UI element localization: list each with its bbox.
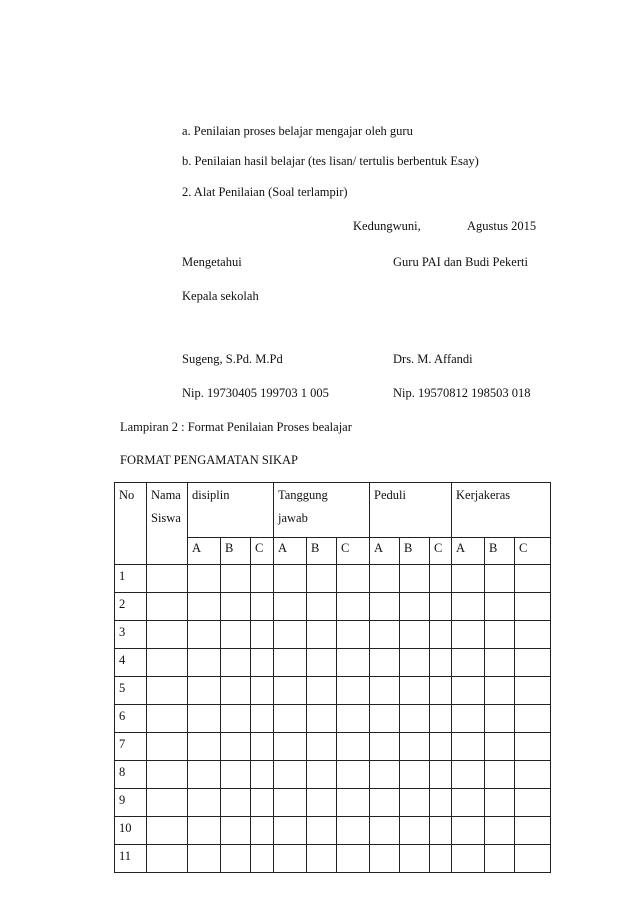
empty-cell xyxy=(452,621,485,649)
empty-cell xyxy=(221,845,251,873)
empty-cell xyxy=(515,705,551,733)
empty-cell xyxy=(370,593,400,621)
empty-cell xyxy=(515,789,551,817)
empty-cell xyxy=(452,789,485,817)
empty-cell xyxy=(307,789,337,817)
empty-cell xyxy=(337,565,370,593)
empty-cell xyxy=(188,565,221,593)
empty-cell xyxy=(370,677,400,705)
empty-cell xyxy=(430,789,452,817)
empty-cell xyxy=(430,593,452,621)
empty-cell xyxy=(370,761,400,789)
empty-cell xyxy=(337,761,370,789)
empty-cell xyxy=(452,649,485,677)
empty-cell xyxy=(188,817,221,845)
empty-cell xyxy=(430,817,452,845)
empty-cell xyxy=(221,621,251,649)
empty-cell xyxy=(485,565,515,593)
empty-cell xyxy=(400,565,430,593)
empty-cell xyxy=(485,817,515,845)
empty-cell xyxy=(337,649,370,677)
table-row xyxy=(115,593,551,621)
empty-cell xyxy=(188,733,221,761)
empty-cell xyxy=(400,593,430,621)
empty-cell xyxy=(515,845,551,873)
empty-cell xyxy=(400,621,430,649)
empty-cell xyxy=(251,649,274,677)
empty-cell xyxy=(188,705,221,733)
empty-cell xyxy=(147,705,188,733)
empty-cell xyxy=(430,761,452,789)
empty-cell xyxy=(188,621,221,649)
empty-cell xyxy=(515,649,551,677)
grade-header: B xyxy=(221,538,251,565)
empty-cell xyxy=(147,593,188,621)
empty-cell xyxy=(251,733,274,761)
empty-cell xyxy=(307,677,337,705)
empty-cell xyxy=(147,733,188,761)
empty-cell xyxy=(274,789,307,817)
empty-cell xyxy=(400,845,430,873)
empty-cell xyxy=(485,593,515,621)
empty-cell xyxy=(400,677,430,705)
name-guru: Drs. M. Affandi xyxy=(393,352,473,366)
grade-header: C xyxy=(251,538,274,565)
grade-header: A xyxy=(370,538,400,565)
empty-cell xyxy=(307,593,337,621)
empty-cell xyxy=(515,677,551,705)
empty-cell xyxy=(147,817,188,845)
empty-cell xyxy=(485,845,515,873)
line-b: b. Penilaian hasil belajar (tes lisan/ tertulis berbentuk Esay) xyxy=(182,154,479,168)
empty-cell xyxy=(370,789,400,817)
header-group-disiplin: disiplin xyxy=(188,483,274,538)
empty-cell xyxy=(307,705,337,733)
header-group-tanggung-jawab: Tanggung jawab xyxy=(274,483,370,538)
empty-cell xyxy=(188,593,221,621)
empty-cell xyxy=(370,649,400,677)
row-number: 11 xyxy=(115,845,147,873)
empty-cell xyxy=(274,621,307,649)
empty-cell xyxy=(430,649,452,677)
table-row xyxy=(115,733,551,761)
header-group-peduli: Peduli xyxy=(370,483,452,538)
grade-header: C xyxy=(337,538,370,565)
empty-cell xyxy=(147,845,188,873)
empty-cell xyxy=(452,677,485,705)
empty-cell xyxy=(307,733,337,761)
empty-cell xyxy=(430,565,452,593)
empty-cell xyxy=(221,733,251,761)
table-row xyxy=(115,677,551,705)
row-number: 6 xyxy=(115,705,147,733)
empty-cell xyxy=(400,761,430,789)
empty-cell xyxy=(147,789,188,817)
empty-cell xyxy=(274,677,307,705)
empty-cell xyxy=(430,621,452,649)
empty-cell xyxy=(485,621,515,649)
empty-cell xyxy=(274,593,307,621)
empty-cell xyxy=(251,789,274,817)
empty-cell xyxy=(147,761,188,789)
empty-cell xyxy=(307,817,337,845)
row-number: 8 xyxy=(115,761,147,789)
empty-cell xyxy=(485,705,515,733)
nip-kepala: Nip. 19730405 199703 1 005 xyxy=(182,386,329,400)
empty-cell xyxy=(337,845,370,873)
header-no: No xyxy=(115,483,147,565)
signature-place: Kedungwuni, xyxy=(353,219,421,233)
table-row xyxy=(115,565,551,593)
empty-cell xyxy=(400,705,430,733)
empty-cell xyxy=(485,761,515,789)
empty-cell xyxy=(221,593,251,621)
assessment-table xyxy=(114,482,551,873)
empty-cell xyxy=(188,677,221,705)
grade-header: C xyxy=(430,538,452,565)
table-row xyxy=(115,621,551,649)
empty-cell xyxy=(452,761,485,789)
empty-cell xyxy=(251,761,274,789)
empty-cell xyxy=(307,621,337,649)
row-number: 7 xyxy=(115,733,147,761)
empty-cell xyxy=(430,845,452,873)
empty-cell xyxy=(221,817,251,845)
empty-cell xyxy=(370,705,400,733)
empty-cell xyxy=(307,649,337,677)
empty-cell xyxy=(337,789,370,817)
row-number: 3 xyxy=(115,621,147,649)
header-nama-siswa: Nama Siswa xyxy=(147,483,188,565)
grade-header: B xyxy=(400,538,430,565)
grade-header: A xyxy=(274,538,307,565)
empty-cell xyxy=(274,817,307,845)
grade-header: A xyxy=(188,538,221,565)
empty-cell xyxy=(430,677,452,705)
empty-cell xyxy=(221,677,251,705)
table-row xyxy=(115,649,551,677)
empty-cell xyxy=(147,621,188,649)
empty-cell xyxy=(274,845,307,873)
grade-header: A xyxy=(452,538,485,565)
empty-cell xyxy=(515,593,551,621)
row-number: 1 xyxy=(115,565,147,593)
grade-header: B xyxy=(485,538,515,565)
empty-cell xyxy=(274,761,307,789)
empty-cell xyxy=(147,565,188,593)
empty-cell xyxy=(370,565,400,593)
empty-cell xyxy=(221,789,251,817)
nip-guru: Nip. 19570812 198503 018 xyxy=(393,386,531,400)
empty-cell xyxy=(251,817,274,845)
empty-cell xyxy=(485,733,515,761)
empty-cell xyxy=(274,565,307,593)
empty-cell xyxy=(515,817,551,845)
line-alat-penilaian: 2. Alat Penilaian (Soal terlampir) xyxy=(182,185,348,199)
empty-cell xyxy=(307,761,337,789)
empty-cell xyxy=(515,565,551,593)
empty-cell xyxy=(370,733,400,761)
empty-cell xyxy=(188,789,221,817)
line-a: a. Penilaian proses belajar mengajar oleh guru xyxy=(182,124,413,138)
empty-cell xyxy=(452,817,485,845)
row-number: 10 xyxy=(115,817,147,845)
name-kepala: Sugeng, S.Pd. M.Pd xyxy=(182,352,283,366)
label-kepala-sekolah: Kepala sekolah xyxy=(182,289,259,303)
label-guru: Guru PAI dan Budi Pekerti xyxy=(393,255,528,269)
empty-cell xyxy=(370,845,400,873)
grade-header: B xyxy=(307,538,337,565)
table-row xyxy=(115,761,551,789)
empty-cell xyxy=(221,649,251,677)
row-number: 4 xyxy=(115,649,147,677)
header-group-kerjakeras: Kerjakeras xyxy=(452,483,551,538)
empty-cell xyxy=(400,733,430,761)
empty-cell xyxy=(337,621,370,649)
empty-cell xyxy=(515,761,551,789)
format-title: FORMAT PENGAMATAN SIKAP xyxy=(120,453,298,467)
empty-cell xyxy=(515,621,551,649)
label-mengetahui: Mengetahui xyxy=(182,255,242,269)
empty-cell xyxy=(430,733,452,761)
empty-cell xyxy=(274,733,307,761)
empty-cell xyxy=(370,621,400,649)
empty-cell xyxy=(337,593,370,621)
row-number: 5 xyxy=(115,677,147,705)
empty-cell xyxy=(221,705,251,733)
empty-cell xyxy=(337,705,370,733)
table-row xyxy=(115,817,551,845)
empty-cell xyxy=(515,733,551,761)
lampiran-heading: Lampiran 2 : Format Penilaian Proses bealajar xyxy=(120,420,352,434)
empty-cell xyxy=(337,677,370,705)
empty-cell xyxy=(147,649,188,677)
empty-cell xyxy=(370,817,400,845)
empty-cell xyxy=(147,677,188,705)
empty-cell xyxy=(337,733,370,761)
empty-cell xyxy=(251,705,274,733)
empty-cell xyxy=(307,565,337,593)
empty-cell xyxy=(430,705,452,733)
empty-cell xyxy=(452,705,485,733)
empty-cell xyxy=(400,649,430,677)
empty-cell xyxy=(337,817,370,845)
empty-cell xyxy=(307,845,337,873)
grade-header: C xyxy=(515,538,551,565)
empty-cell xyxy=(251,593,274,621)
empty-cell xyxy=(485,677,515,705)
empty-cell xyxy=(452,733,485,761)
table-row xyxy=(115,845,551,873)
empty-cell xyxy=(452,565,485,593)
empty-cell xyxy=(251,677,274,705)
empty-cell xyxy=(452,593,485,621)
empty-cell xyxy=(251,565,274,593)
empty-cell xyxy=(188,845,221,873)
empty-cell xyxy=(221,565,251,593)
empty-cell xyxy=(188,649,221,677)
empty-cell xyxy=(274,649,307,677)
empty-cell xyxy=(188,761,221,789)
empty-cell xyxy=(452,845,485,873)
signature-date: Agustus 2015 xyxy=(467,219,537,233)
empty-cell xyxy=(400,789,430,817)
empty-cell xyxy=(221,761,251,789)
empty-cell xyxy=(274,705,307,733)
table-row xyxy=(115,789,551,817)
empty-cell xyxy=(251,621,274,649)
empty-cell xyxy=(485,789,515,817)
row-number: 9 xyxy=(115,789,147,817)
empty-cell xyxy=(251,845,274,873)
empty-cell xyxy=(485,649,515,677)
table-row xyxy=(115,705,551,733)
empty-cell xyxy=(400,817,430,845)
row-number: 2 xyxy=(115,593,147,621)
